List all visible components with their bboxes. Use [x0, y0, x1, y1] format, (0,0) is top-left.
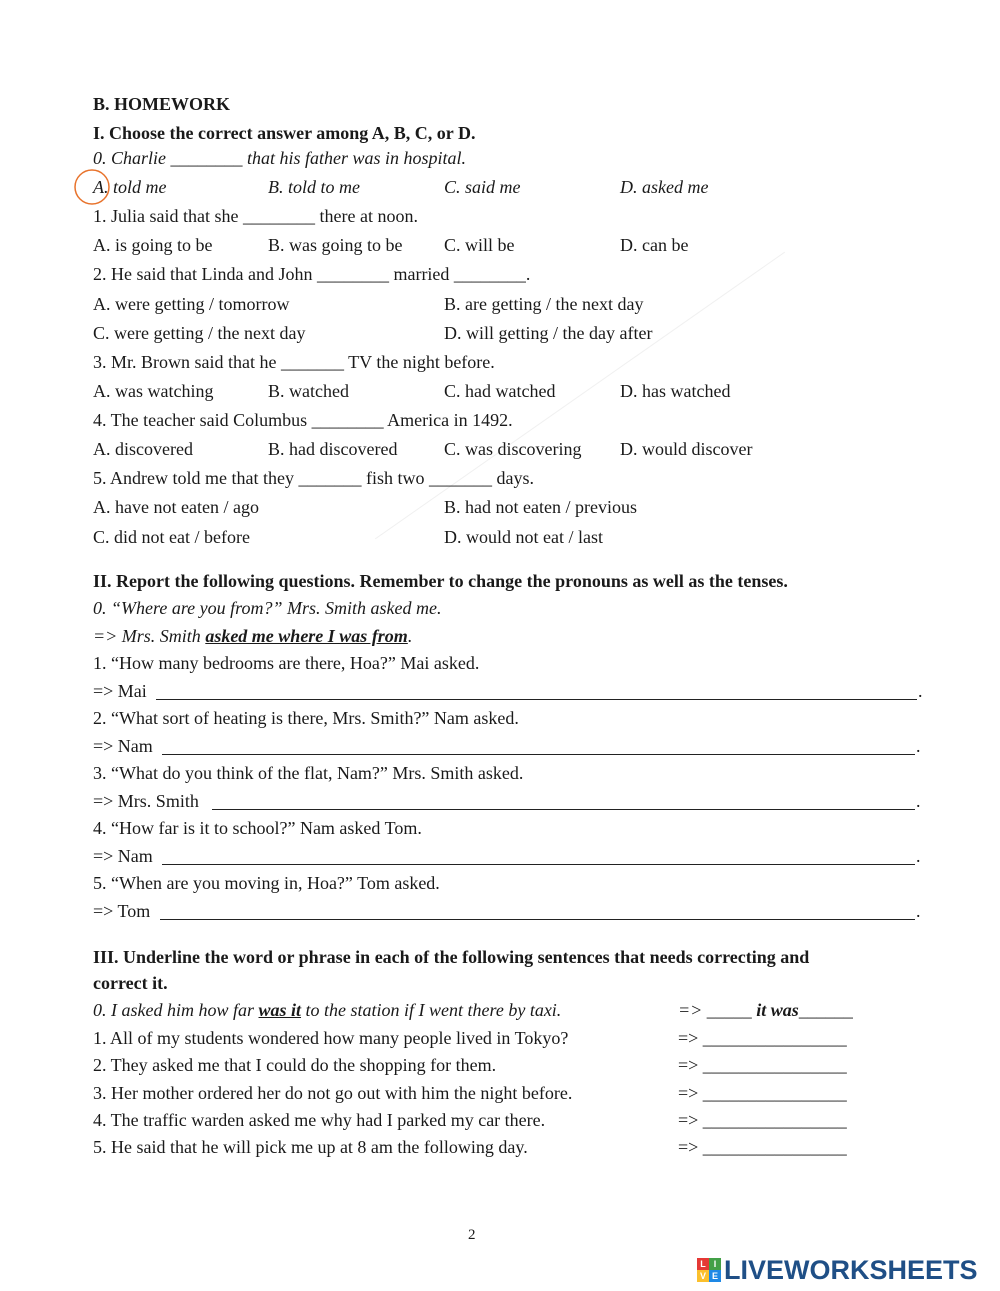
part1-q5-option-c[interactable]: C. did not eat / before: [93, 527, 250, 547]
part2-q1-question: 1. “How many bedrooms are there, Hoa?” Mai asked.: [93, 653, 480, 673]
part1-example-question: 0. Charlie ________ that his father was in hospital.: [93, 148, 467, 168]
part2-heading: II. Report the following questions. Remember to change the pronouns as well as the tenses.: [93, 571, 788, 591]
part3-q5-answer-input[interactable]: => ________________: [678, 1137, 847, 1157]
part2-example-prefix: => Mrs. Smith: [93, 626, 206, 646]
part1-q3-option-c[interactable]: C. had watched: [444, 381, 556, 401]
part3-q1-sentence: 1. All of my students wondered how many people lived in Tokyo?: [93, 1028, 569, 1048]
part3-heading-line2: correct it.: [93, 973, 168, 993]
part1-q2-option-d[interactable]: D. will getting / the day after: [444, 323, 653, 343]
part3-q1-answer-input[interactable]: => ________________: [678, 1028, 847, 1048]
part1-q4-option-d[interactable]: D. would discover: [620, 439, 753, 459]
page-number: 2: [468, 1227, 476, 1243]
liveworksheets-icon: [697, 1258, 721, 1282]
part3-example-answer: [678, 999, 853, 1021]
part1-q3-option-a[interactable]: A. was watching: [93, 381, 214, 401]
part1-q4-option-a[interactable]: A. discovered: [93, 439, 193, 459]
part1-q1-option-a[interactable]: A. is going to be: [93, 235, 213, 255]
part1-q4-option-b[interactable]: B. had discovered: [268, 439, 398, 459]
part1-q1-question: 1. Julia said that she ________ there at noon.: [93, 206, 418, 226]
liveworksheets-logo[interactable]: [697, 1255, 978, 1285]
part1-q2-question: 2. He said that Linda and John ________ married ________.: [93, 264, 531, 284]
part3-q4-answer-input[interactable]: => ________________: [678, 1110, 847, 1130]
part1-q1-option-b[interactable]: B. was going to be: [268, 235, 403, 255]
part1-q5-question: 5. Andrew told me that they _______ fish two _______ days.: [93, 468, 534, 488]
period: .: [916, 846, 921, 866]
part2-q4-prefix: => Nam: [93, 846, 153, 866]
logo-letter: E: [709, 1270, 721, 1282]
part2-q3-answer-input[interactable]: [212, 809, 915, 810]
part2-q2-question: 2. “What sort of heating is there, Mrs. Smith?” Nam asked.: [93, 708, 519, 728]
part1-example-option-b[interactable]: B. told to me: [268, 177, 360, 197]
period: .: [916, 736, 921, 756]
part3-q4-sentence: 4. The traffic warden asked me why had I parked my car there.: [93, 1110, 546, 1130]
part2-q1-prefix: => Mai: [93, 681, 147, 701]
part2-q5-answer-input[interactable]: [160, 919, 915, 920]
period: .: [916, 901, 921, 921]
part1-q3-option-b[interactable]: B. watched: [268, 381, 349, 401]
period: .: [918, 681, 923, 701]
part1-example-option-d[interactable]: D. asked me: [620, 177, 709, 197]
part1-example-option-c[interactable]: C. said me: [444, 177, 521, 197]
part2-q4-question: 4. “How far is it to school?” Nam asked Tom.: [93, 818, 422, 838]
part1-q5-option-b[interactable]: B. had not eaten / previous: [444, 497, 637, 517]
part3-q3-sentence: 3. Her mother ordered her do not go out with him the night before.: [93, 1083, 573, 1103]
part3-q3-answer-input[interactable]: => ________________: [678, 1083, 847, 1103]
logo-letter: I: [709, 1258, 721, 1270]
part2-example-answer: asked me where I was from: [205, 626, 408, 646]
section-title: B. HOMEWORK: [93, 94, 231, 114]
logo-letter: L: [697, 1258, 709, 1270]
part2-q5-prefix: => Tom: [93, 901, 151, 921]
part1-q1-option-c[interactable]: C. will be: [444, 235, 515, 255]
part3-example-underlined: was it: [258, 1000, 302, 1020]
part3-q2-sentence: 2. They asked me that I could do the shopping for them.: [93, 1055, 497, 1075]
part3-q2-answer-input[interactable]: => ________________: [678, 1055, 847, 1075]
part1-q5-option-a[interactable]: A. have not eaten / ago: [93, 497, 259, 517]
part1-heading: I. Choose the correct answer among A, B, C, or D.: [93, 123, 476, 143]
part1-q2-option-c[interactable]: C. were getting / the next day: [93, 323, 306, 343]
part2-q4-answer-input[interactable]: [162, 864, 915, 865]
part2-example-answer-line: [93, 625, 412, 647]
part2-example-question: 0. “Where are you from?” Mrs. Smith asked me.: [93, 598, 442, 618]
part1-q2-option-b[interactable]: B. are getting / the next day: [444, 294, 644, 314]
part3-example-after: to the station if I went there by taxi.: [301, 1000, 562, 1020]
part3-example-correction: it was: [756, 1000, 799, 1020]
part3-example-sentence: [93, 999, 561, 1021]
logo-text: LIVEWORKSHEETS: [724, 1255, 978, 1285]
part3-example-arrow: => _____: [678, 1000, 757, 1020]
part2-q3-prefix: => Mrs. Smith: [93, 791, 199, 811]
part2-q3-question: 3. “What do you think of the flat, Nam?” Mrs. Smith asked.: [93, 763, 524, 783]
part1-q3-option-d[interactable]: D. has watched: [620, 381, 731, 401]
part1-q4-option-c[interactable]: C. was discovering: [444, 439, 582, 459]
part1-q5-option-d[interactable]: D. would not eat / last: [444, 527, 603, 547]
part3-example-trail: ______: [798, 1000, 853, 1020]
part1-q1-option-d[interactable]: D. can be: [620, 235, 689, 255]
part3-example-before: 0. I asked him how far: [93, 1000, 259, 1020]
part2-q2-answer-input[interactable]: [162, 754, 915, 755]
logo-letter: V: [697, 1270, 709, 1282]
part2-q5-question: 5. “When are you moving in, Hoa?” Tom asked.: [93, 873, 440, 893]
part2-example-suffix: .: [407, 626, 413, 646]
part3-q5-sentence: 5. He said that he will pick me up at 8 am the following day.: [93, 1137, 528, 1157]
part1-q3-question: 3. Mr. Brown said that he _______ TV the night before.: [93, 352, 495, 372]
part1-q4-question: 4. The teacher said Columbus ________ America in 1492.: [93, 410, 513, 430]
period: .: [916, 791, 921, 811]
part2-q1-answer-input[interactable]: [156, 699, 917, 700]
part1-example-option-a[interactable]: A. told me: [93, 177, 167, 197]
part2-q2-prefix: => Nam: [93, 736, 153, 756]
part3-heading-line1: III. Underline the word or phrase in each of the following sentences that needs correcting and: [93, 947, 810, 967]
part1-q2-option-a[interactable]: A. were getting / tomorrow: [93, 294, 290, 314]
